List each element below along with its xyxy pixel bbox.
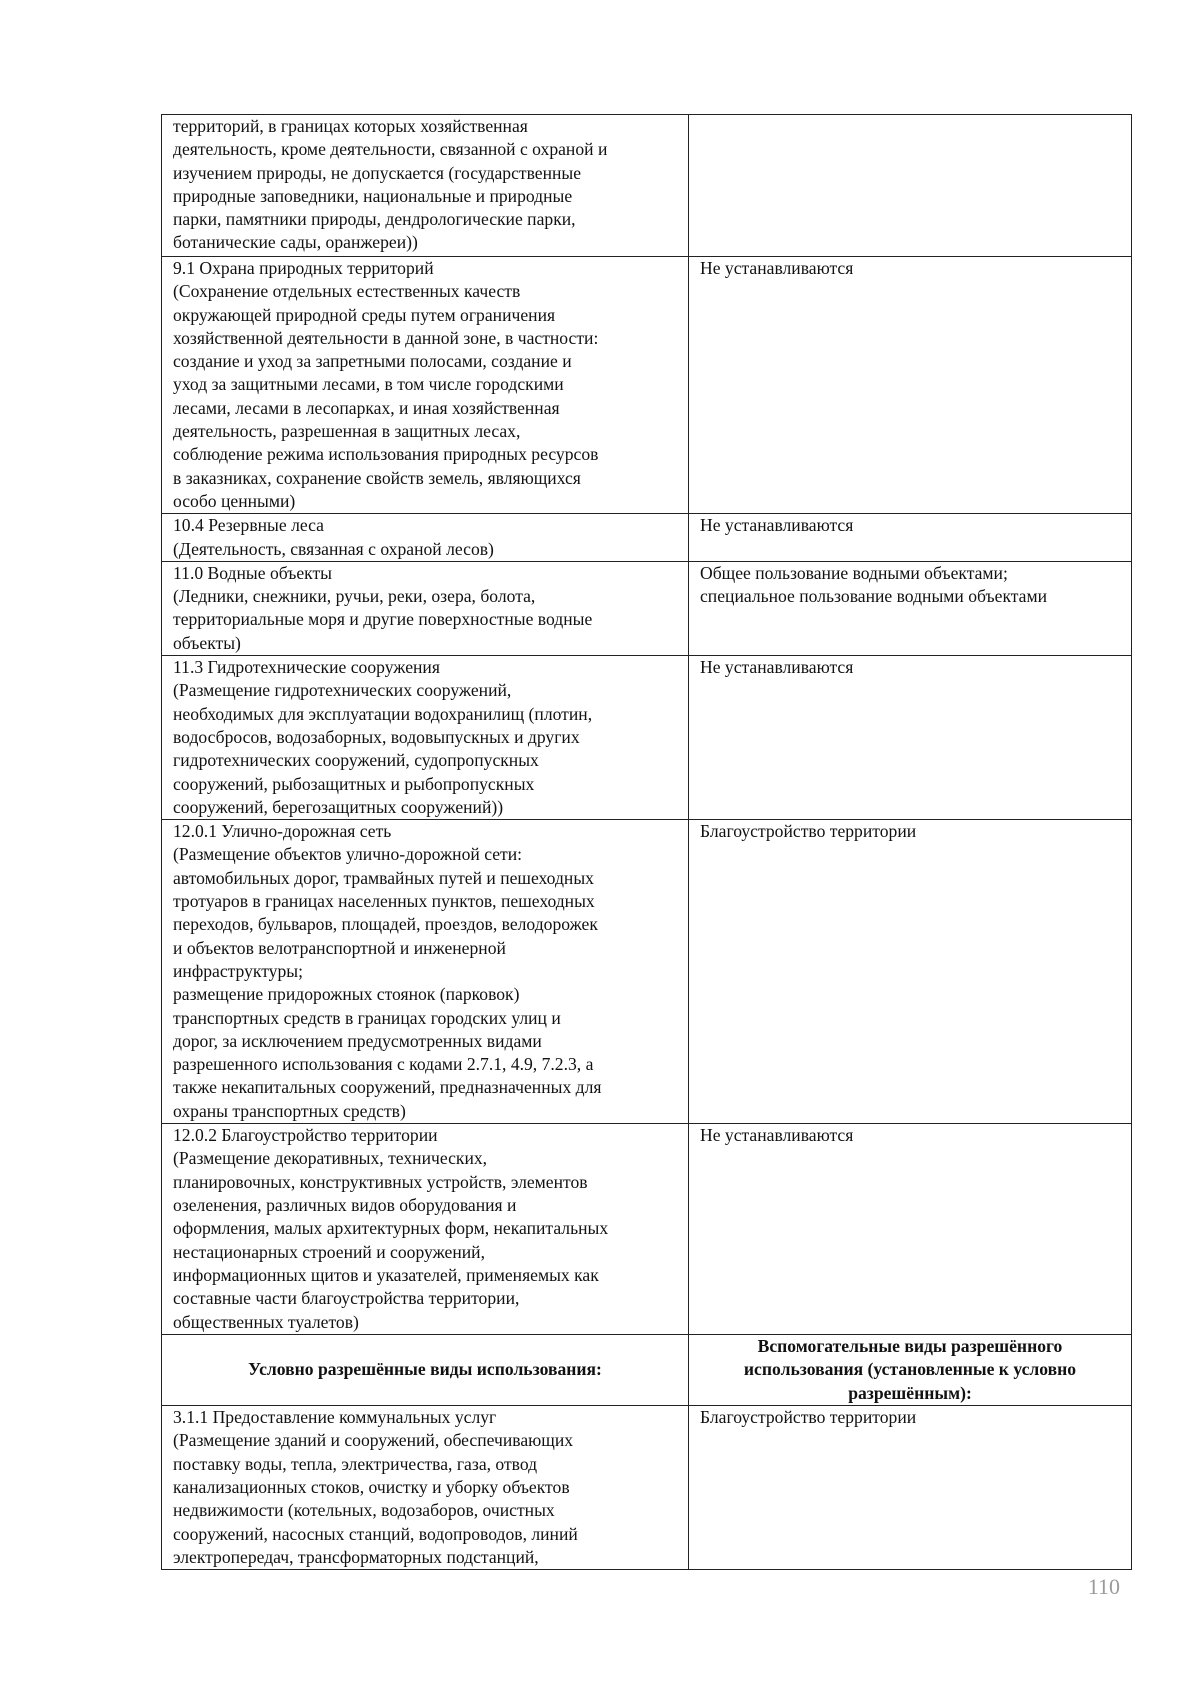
permitted-use-cell: 3.1.1 Предоставление коммунальных услуг (Размещение зданий и сооружений, обеспечивающих поставку воды, тепла, электричества, газа, отвод канализационных стоков, очистку и уборку объектов недвижимости (котельных, водозаборов, очистных сооружений, насосных станций, водопроводов, линий электропередач, трансформаторных подстанций, [162,1406,689,1570]
table-row [162,1124,1132,1335]
table-row [162,1406,1132,1570]
auxiliary-use-cell: Не устанавливаются [689,514,1132,562]
table-row [162,656,1132,820]
auxiliary-use-cell: Не устанавливаются [689,1124,1132,1335]
auxiliary-use-cell: Не устанавливаются [689,656,1132,820]
conditional-uses-header: Условно разрешённые виды использования: [162,1335,689,1406]
table-row [162,561,1132,655]
permitted-use-cell: 11.0 Водные объекты (Ледники, снежники, ручьи, реки, озера, болота, территориальные моря и другие поверхностные водные объекты) [162,561,689,655]
permitted-use-cell: 9.1 Охрана природных территорий (Сохранение отдельных естественных качеств окружающей природной среды путем ограничения хозяйственной деятельности в данной зоне, в частности: создание и уход за запретными полосами, создание и уход за защитными лесами, в том числе городскими лесами, лесами в лесопарках, и иная хозяйственная деятельность, разрешенная в защитных лесах, соблюдение режима использования природных ресурсов в заказниках, сохранение свойств земель, являющихся особо ценными) [162,257,689,514]
auxiliary-use-cell: Благоустройство территории [689,820,1132,1124]
section-header-row [162,1335,1132,1406]
page-number: 110 [1087,1574,1120,1599]
table-row [162,820,1132,1124]
permitted-use-cell: 12.0.1 Улично-дорожная сеть (Размещение объектов улично-дорожной сети: автомобильных дорог, трамвайных путей и пешеходных тротуаров в границах населенных пунктов, пешеходных переходов, бульваров, площадей, проездов, велодорожек и объектов велотранспортной и инженерной инфраструктуры; размещение придорожных стоянок (парковок) транспортных средств в границах городских улиц и дорог, за исключением предусмотренных видами разрешенного использования с кодами 2.7.1, 4.9, 7.2.3, а также некапитальных сооружений, предназначенных для охраны транспортных средств) [162,820,689,1124]
land-use-table [161,114,1132,1570]
auxiliary-use-cell [689,115,1132,257]
auxiliary-use-cell: Не устанавливаются [689,257,1132,514]
table-row [162,514,1132,562]
permitted-use-cell: 11.3 Гидротехнические сооружения (Размещение гидротехнических сооружений, необходимых для эксплуатации водохранилищ (плотин, водосбросов, водозаборных, водовыпускных и других гидротехнических сооружений, судопропускных сооружений, рыбозащитных и рыбопропускных сооружений, берегозащитных сооружений)) [162,656,689,820]
table-row [162,257,1132,514]
permitted-use-cell: территорий, в границах которых хозяйственная деятельность, кроме деятельности, связанной с охраной и изучением природы, не допускается (государственные природные заповедники, национальные и природные парки, памятники природы, дендрологические парки, ботанические сады, оранжереи)) [162,115,689,257]
auxiliary-use-cell: Общее пользование водными объектами; специальное пользование водными объектами [689,561,1132,655]
auxiliary-use-cell: Благоустройство территории [689,1406,1132,1570]
permitted-use-cell: 10.4 Резервные леса (Деятельность, связанная с охраной лесов) [162,514,689,562]
table-row [162,115,1132,257]
permitted-use-cell: 12.0.2 Благоустройство территории (Размещение декоративных, технических, планировочных, конструктивных устройств, элементов озеленения, различных видов оборудования и оформления, малых архитектурных форм, некапитальных нестационарных строений и сооружений, информационных щитов и указателей, применяемых как составные части благоустройства территории, общественных туалетов) [162,1124,689,1335]
auxiliary-uses-header: Вспомогательные виды разрешённого использования (установленные к условно разрешённым): [689,1335,1132,1406]
